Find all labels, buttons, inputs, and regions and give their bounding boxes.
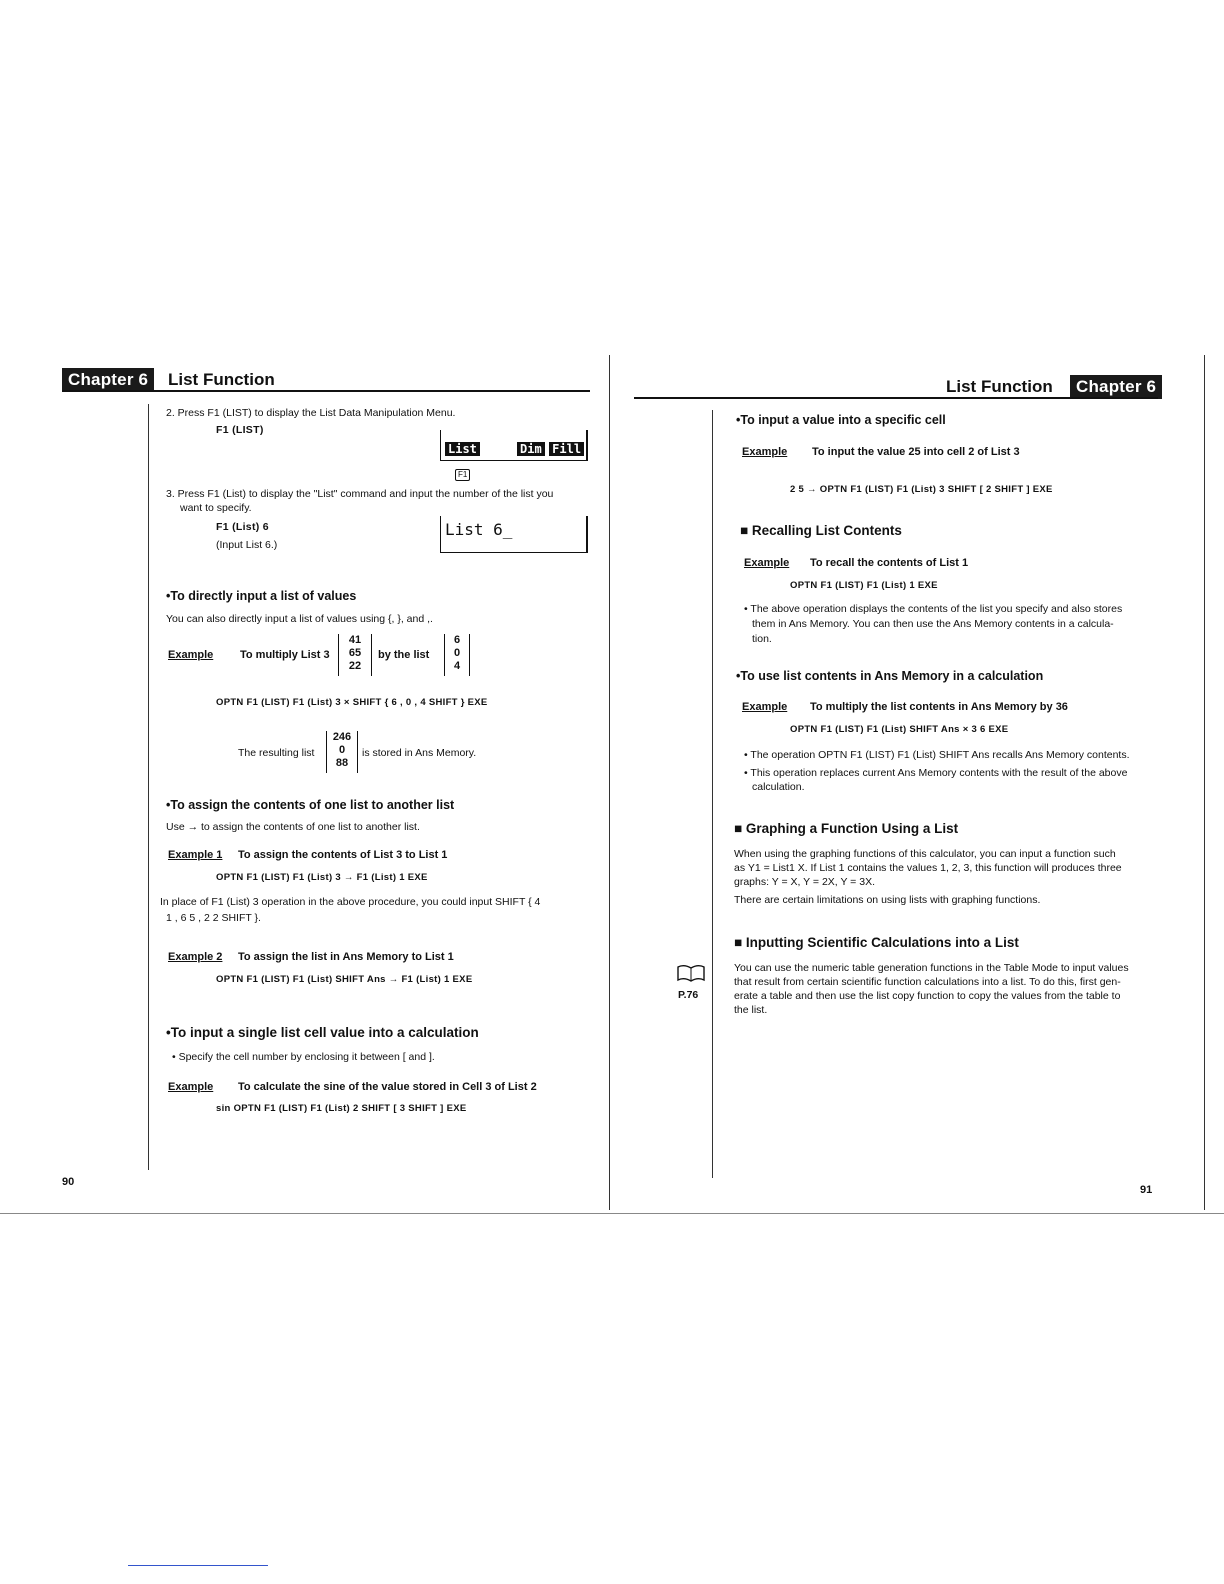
step3-note: (Input List 6.) (216, 539, 278, 551)
column-divider (148, 404, 149, 1170)
recall-heading: ■ Recalling List Contents (740, 523, 902, 538)
single-example-text: To calculate the sine of the value stored in Cell 3 of List 2 (238, 1081, 537, 1093)
menu-dim: Dim (517, 442, 545, 456)
column-divider-right (712, 410, 713, 1178)
right-page (612, 0, 1224, 1584)
chapter-badge: Chapter 6 (62, 368, 154, 392)
step2-screen (440, 430, 588, 461)
ans-bullet2-line1: • This operation replaces current Ans Memory contents with the result of the above (744, 767, 1128, 779)
assign-example2-label: Example 2 (168, 951, 223, 963)
screen-list6: List 6_ (445, 520, 513, 539)
chapter-badge-right: Chapter 6 (1070, 375, 1162, 399)
book-icon (676, 964, 706, 982)
bottom-rule (0, 1213, 1224, 1214)
matrix-a: 41 65 22 (338, 634, 372, 676)
scientific-heading: ■ Inputting Scientific Calculations into a List (734, 935, 1019, 950)
graph-line3: graphs: Y = X, Y = 2X, Y = 3X. (734, 876, 875, 888)
ans-bullet2-line2: calculation. (752, 781, 805, 793)
scientific-line4: the list. (734, 1004, 768, 1016)
graph-line4: There are certain limitations on using lists with graphing functions. (734, 894, 1041, 906)
specific-keys: 2 5 → OPTN F1 (LIST) F1 (List) 3 SHIFT [ 2 SHIFT ] EXE (790, 484, 1053, 495)
assign-example1-text: To assign the contents of List 3 to List 1 (238, 849, 448, 861)
gutter-line (609, 355, 610, 1210)
ans-example-label: Example (742, 701, 788, 713)
assign-body: Use → to assign the contents of one list to another list. (166, 821, 420, 833)
step3-screen (440, 516, 588, 553)
ans-example-text: To multiply the list contents in Ans Memory by 36 (810, 701, 1068, 713)
scientific-ref: P.76 (678, 989, 699, 1001)
step2-keys: F1 (LIST) (216, 424, 264, 436)
ans-keys: OPTN F1 (LIST) F1 (List) SHIFT Ans × 3 6 EXE (790, 724, 1009, 735)
graph-line2: as Y1 = List1 X. If List 1 contains the values 1, 2, 3, this function will produces three (734, 862, 1122, 874)
assign-example2-text: To assign the list in Ans Memory to List 1 (238, 951, 454, 963)
graph-line1: When using the graphing functions of this calculator, you can input a function such (734, 848, 1116, 860)
single-bullet: • Specify the cell number by enclosing it between [ and ]. (172, 1051, 435, 1063)
step3-keys: F1 (List) 6 (216, 521, 269, 533)
recall-bullet-line1: • The above operation displays the contents of the list you specify and also stores (744, 603, 1123, 615)
direct-body: You can also directly input a list of values using {, }, and ,. (166, 613, 433, 625)
specific-example-label: Example (742, 446, 788, 458)
single-example-label: Example (168, 1081, 214, 1093)
direct-example-label: Example (168, 649, 214, 661)
by-the-list: by the list (378, 649, 430, 661)
single-keys: sin OPTN F1 (LIST) F1 (List) 2 SHIFT [ 3 SHIFT ] EXE (216, 1103, 467, 1114)
direct-keys: OPTN F1 (LIST) F1 (List) 3 × SHIFT { 6 , 0 , 4 SHIFT } EXE (216, 697, 488, 708)
assign-heading: •To assign the contents of one list to another list (166, 798, 455, 812)
page-number-right: 91 (1140, 1184, 1153, 1196)
result-prefix: The resulting list (238, 747, 315, 759)
assign-example1-keys: OPTN F1 (LIST) F1 (List) 3 → F1 (List) 1 EXE (216, 872, 428, 883)
step2-text: 2. Press F1 (LIST) to display the List Data Manipulation Menu. (166, 407, 456, 419)
recall-bullet-line3: tion. (752, 633, 772, 645)
step2-screen-key: F1 (454, 464, 471, 482)
specific-example-text: To input the value 25 into cell 2 of List 3 (812, 446, 1020, 458)
footer-link-line (128, 1565, 268, 1566)
scientific-line1: You can use the numeric table generation functions in the Table Mode to input values (734, 962, 1129, 974)
recall-keys: OPTN F1 (LIST) F1 (List) 1 EXE (790, 580, 938, 591)
recall-bullet-line2: them in Ans Memory. You can then use the Ans Memory contents in a calcula- (752, 618, 1114, 630)
direct-example-text: To multiply List 3 (240, 649, 330, 661)
header-rule (62, 390, 590, 392)
graph-heading: ■ Graphing a Function Using a List (734, 821, 959, 836)
ans-heading: •To use list contents in Ans Memory in a calculation (736, 669, 1044, 683)
assign-note-line1: In place of F1 (List) 3 operation in the above procedure, you could input SHIFT { 4 (160, 896, 541, 908)
specific-heading: •To input a value into a specific cell (736, 413, 946, 427)
result-suffix: is stored in Ans Memory. (362, 747, 477, 759)
matrix-b: 6 0 4 (444, 634, 470, 676)
assign-example2-keys: OPTN F1 (LIST) F1 (List) SHIFT Ans → F1 (List) 1 EXE (216, 974, 473, 985)
result-matrix: 246 0 88 (326, 731, 358, 773)
assign-note-line2: 1 , 6 5 , 2 2 SHIFT }. (166, 912, 261, 924)
scientific-line2: that result from certain scientific function calculations into a list. To do this, first gen- (734, 976, 1121, 988)
header-rule-right (634, 397, 1158, 399)
step3-text: 3. Press F1 (List) to display the "List" command and input the number of the list you (166, 488, 554, 500)
page-number-left: 90 (62, 1176, 75, 1188)
right-edge-line (1204, 355, 1205, 1210)
ans-bullet1: • The operation OPTN F1 (LIST) F1 (List) SHIFT Ans recalls Ans Memory contents. (744, 749, 1130, 761)
recall-example-label: Example (744, 557, 790, 569)
chapter-title-right: List Function (946, 377, 1053, 396)
scientific-line3: erate a table and then use the list copy function to copy the values from the table to (734, 990, 1121, 1002)
menu-fill: Fill (549, 442, 584, 456)
chapter-title: List Function (168, 370, 275, 389)
single-heading: •To input a single list cell value into a calculation (166, 1025, 479, 1040)
direct-heading: •To directly input a list of values (166, 589, 357, 603)
step3-text2: want to specify. (180, 502, 252, 514)
menu-list: List (445, 442, 480, 456)
recall-example-text: To recall the contents of List 1 (810, 557, 969, 569)
assign-example1-label: Example 1 (168, 849, 223, 861)
